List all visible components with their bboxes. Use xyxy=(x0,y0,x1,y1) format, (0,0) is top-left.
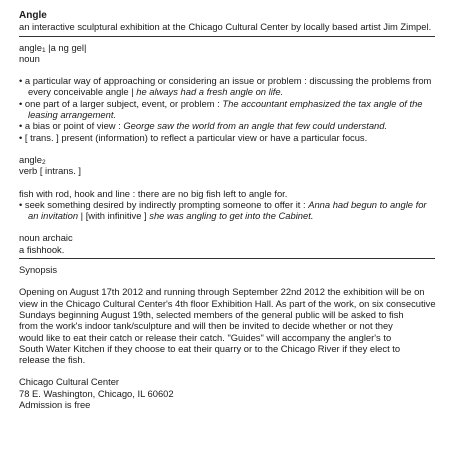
definition-text: • seek something desired by indirectly prompting someone to offer it : xyxy=(19,198,309,210)
synopsis-line: Sundays beginning August 19th, selected members of the general public will be asked to fish xyxy=(19,308,404,320)
page-subtitle: an interactive sculptural exhibition at the Chicago Cultural Center by locally based artist Jim Zimpel. xyxy=(19,21,432,33)
venue-name: Chicago Cultural Center xyxy=(19,376,120,388)
definition-item-continued xyxy=(19,109,437,120)
synopsis-paragraph xyxy=(19,286,437,365)
definition-item xyxy=(19,132,437,143)
example-text: he always had a fresh angle on life. xyxy=(136,86,284,98)
document xyxy=(19,10,437,410)
definition-text: fish with rod, hook and line : there are no big fish left to angle for. xyxy=(19,187,288,199)
example-text: leasing arrangement. xyxy=(28,109,117,121)
example-text: an invitation xyxy=(28,210,79,222)
synopsis-line: release the fish. xyxy=(19,354,86,366)
part-of-speech: noun xyxy=(19,52,40,64)
example-text: George saw the world from an angle that few could understand. xyxy=(123,120,388,132)
sense-number: 1 xyxy=(41,46,46,54)
example-text: The accountant emphasized the tax angle of the xyxy=(222,97,423,109)
part-of-speech: verb [ intrans. ] xyxy=(19,165,82,177)
street-address: 78 E. Washington, Chicago, IL 60602 xyxy=(19,387,174,399)
synopsis-line: South Water Kitchen if they choose to eat their quarry or to the Chicago River if they elect to xyxy=(19,342,401,354)
section-heading: Synopsis xyxy=(19,264,58,276)
definition-item-continued xyxy=(19,210,437,221)
headword: angle xyxy=(19,153,42,165)
address-block xyxy=(19,376,437,410)
definition-text: • [ trans. ] present (information) to reflect a particular view or have a particular focus. xyxy=(19,131,368,143)
synopsis-line: would like to eat their catch or release their catch. "Guides" will accompany the angler's to xyxy=(19,331,392,343)
definition-text: every conceivable angle | xyxy=(28,86,137,98)
definition-item xyxy=(19,120,437,131)
definition-item xyxy=(19,199,437,210)
divider xyxy=(19,258,435,259)
divider xyxy=(19,36,435,37)
definition-list xyxy=(19,75,437,143)
part-of-speech: noun archaic xyxy=(19,232,73,244)
definition-item xyxy=(19,75,437,86)
synopsis-line: view in the Chicago Cultural Center's 4th floor Exhibition Hall. As part of the work, on six consecutive xyxy=(19,297,436,309)
definition-text: • one part of a larger subject, event, or problem : xyxy=(19,97,223,109)
definition-text: a fishhook. xyxy=(19,243,65,255)
definition-item-continued xyxy=(19,86,437,97)
sense-number: 2 xyxy=(41,158,46,166)
definition-text: | [with infinitive ] xyxy=(78,210,150,222)
pronunciation: |a ng gel| xyxy=(45,41,87,53)
definition-text: • a bias or point of view : xyxy=(19,120,124,132)
definition-1-headword xyxy=(19,42,437,53)
synopsis-line: Opening on August 17th 2012 and running through September 22nd 2012 the exhibition will be on xyxy=(19,286,425,298)
page-title: Angle xyxy=(19,10,47,21)
example-text: she was angling to get into the Cabinet. xyxy=(149,210,314,222)
definition-item xyxy=(19,98,437,109)
definition-2-headword xyxy=(19,154,437,165)
admission-note: Admission is free xyxy=(19,399,91,411)
synopsis-line: from the work's indoor tank/sculpture and will then be invited to decide whether or not they xyxy=(19,320,393,332)
example-text: Anna had begun to angle for xyxy=(308,198,427,210)
headword: angle xyxy=(19,41,42,53)
definition-text: • a particular way of approaching or considering an issue or problem : discussing the problems from xyxy=(19,75,432,87)
